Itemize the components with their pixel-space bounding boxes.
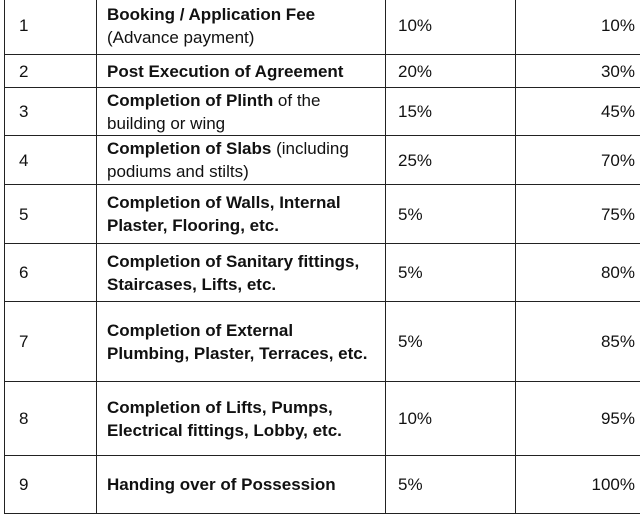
cumulative-percentage: 75% [516,185,640,244]
stage-description [97,55,386,88]
cumulative-percentage: 85% [516,302,640,382]
table-row [5,456,640,514]
payment-schedule-table [4,0,640,514]
stage-title: Completion of Sanitary fittings, Staircases, Lifts, etc. [107,252,359,294]
cumulative-percentage: 10% [516,0,640,55]
stage-percentage: 5% [386,244,516,302]
cumulative-percentage: 80% [516,244,640,302]
table-row [5,136,640,185]
stage-description [97,88,386,136]
row-number: 6 [5,244,97,302]
row-number: 5 [5,185,97,244]
stage-percentage: 20% [386,55,516,88]
stage-percentage: 10% [386,0,516,55]
stage-title: Completion of External Plumbing, Plaster, Terraces, etc. [107,321,367,363]
stage-description [97,456,386,514]
stage-title: Completion of Plinth [107,91,273,110]
row-number: 3 [5,88,97,136]
stage-detail: of the building or wing [107,91,320,133]
stage-description [97,185,386,244]
stage-description [97,302,386,382]
stage-detail: (including podiums and stilts) [107,139,349,181]
row-number: 8 [5,382,97,456]
cumulative-percentage: 45% [516,88,640,136]
stage-percentage: 5% [386,456,516,514]
stage-title: Booking / Application Fee [107,5,315,24]
row-number: 7 [5,302,97,382]
stage-description [97,0,386,55]
table-row [5,55,640,88]
stage-title: Completion of Walls, Internal Plaster, Flooring, etc. [107,193,341,235]
cumulative-percentage: 100% [516,456,640,514]
table-row [5,382,640,456]
stage-description [97,382,386,456]
table-row [5,302,640,382]
table-row [5,0,640,55]
stage-percentage: 5% [386,302,516,382]
table-row [5,244,640,302]
stage-percentage: 5% [386,185,516,244]
stage-description [97,244,386,302]
cumulative-percentage: 30% [516,55,640,88]
stage-title: Post Execution of Agreement [107,62,343,81]
stage-percentage: 10% [386,382,516,456]
stage-title: Handing over of Possession [107,475,336,494]
stage-detail: (Advance payment) [107,28,254,47]
row-number: 9 [5,456,97,514]
row-number: 2 [5,55,97,88]
table-row [5,88,640,136]
stage-title: Completion of Slabs [107,139,271,158]
stage-percentage: 15% [386,88,516,136]
cumulative-percentage: 70% [516,136,640,185]
stage-percentage: 25% [386,136,516,185]
table-row [5,185,640,244]
stage-title: Completion of Lifts, Pumps, Electrical fittings, Lobby, etc. [107,398,342,440]
stage-description [97,136,386,185]
row-number: 1 [5,0,97,55]
cumulative-percentage: 95% [516,382,640,456]
row-number: 4 [5,136,97,185]
